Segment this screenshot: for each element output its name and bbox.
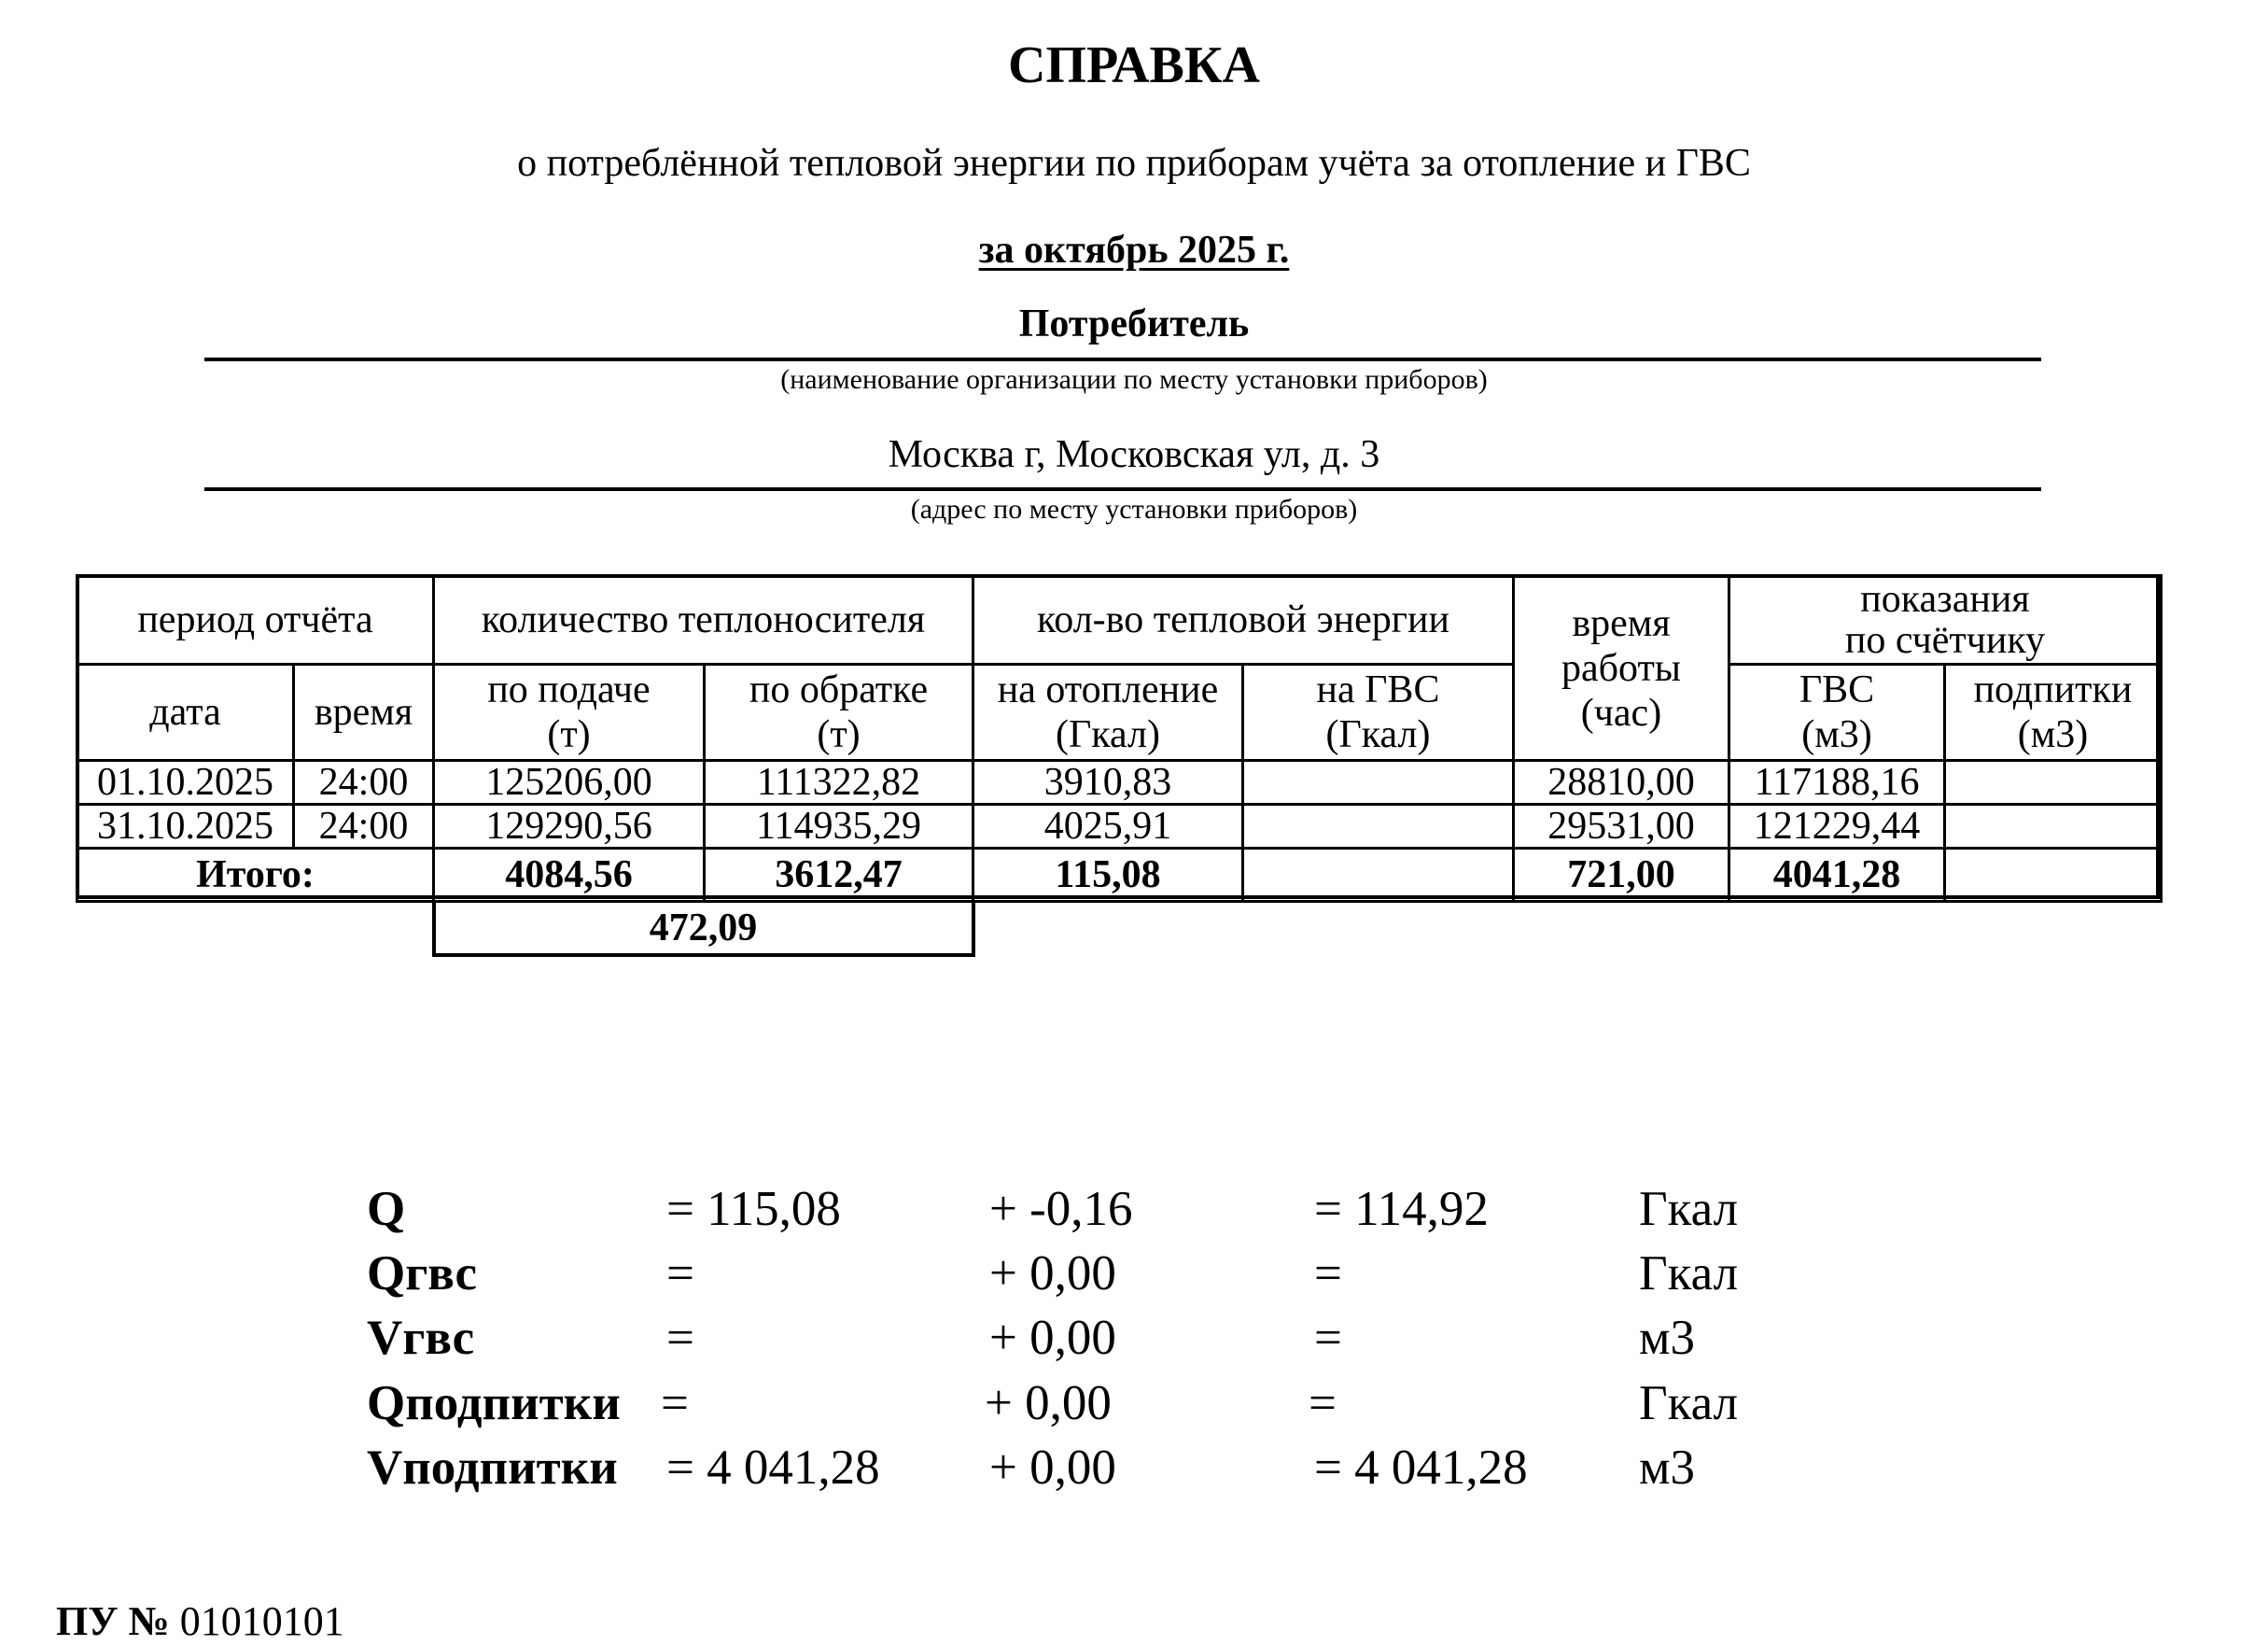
- header-return: [705, 665, 973, 761]
- header-heating-label: на отопление: [997, 668, 1219, 711]
- document-subtitle: о потреблённой тепловой энергии по приборам учёта за отопление и ГВС: [517, 142, 1751, 185]
- cell-time: 24:00: [294, 761, 434, 805]
- header-date: дата: [77, 665, 294, 761]
- difference-row: [77, 902, 2162, 956]
- total-gvs: 4041,28: [1729, 849, 1945, 902]
- header-heating-unit: (Гкал): [1056, 713, 1160, 756]
- header-time: время: [294, 665, 434, 761]
- header-row-groups: [77, 576, 2162, 665]
- total-label: Итого:: [77, 849, 434, 902]
- formula-unit: Гкал: [1639, 1182, 1739, 1236]
- cell-hot-water: [1243, 805, 1514, 849]
- formula-value: =: [666, 1311, 694, 1365]
- table-row: [77, 805, 2162, 849]
- header-makeup-unit: (м3): [2017, 713, 2089, 756]
- formula-label: Vгвс: [367, 1311, 475, 1365]
- header-readings-line: по счётчику: [1844, 619, 2046, 662]
- formula-correction: + 0,00: [985, 1376, 1112, 1430]
- cell-runtime: 28810,00: [1514, 761, 1729, 805]
- coolant-difference: 472,09: [434, 902, 973, 956]
- cell-return: 114935,29: [705, 805, 973, 849]
- header-readings: [1729, 576, 2162, 665]
- total-makeup: [1945, 849, 2162, 902]
- formula-row-q-makeup: [0, 1372, 2268, 1434]
- header-makeup-label: подпитки: [1973, 668, 2133, 711]
- cell-heating: 3910,83: [973, 761, 1243, 805]
- formula-label: Qгвс: [367, 1246, 478, 1301]
- formula-label: Q: [367, 1182, 406, 1236]
- cell-runtime: 29531,00: [1514, 805, 1729, 849]
- formula-correction: + 0,00: [989, 1441, 1116, 1495]
- formula-result: = 114,92: [1314, 1182, 1489, 1236]
- address-value: Москва г, Московская ул, д. 3: [888, 433, 1380, 476]
- header-runtime-line: время: [1572, 601, 1671, 645]
- header-energy: кол-во тепловой энергии: [973, 576, 1514, 665]
- formula-row-v-makeup: [0, 1437, 2268, 1498]
- address-line: [204, 487, 2041, 491]
- cell-time: 24:00: [294, 805, 434, 849]
- formula-unit: м3: [1639, 1311, 1696, 1365]
- meter-number: 01010101: [179, 1598, 344, 1644]
- formula-value: = 4 041,28: [666, 1441, 880, 1495]
- header-readings-line: показания: [1860, 578, 2030, 621]
- header-hot-water: [1243, 665, 1514, 761]
- formula-correction: + 0,00: [989, 1311, 1116, 1365]
- formula-label: Vподпитки: [367, 1441, 618, 1495]
- cell-date: 01.10.2025: [77, 761, 294, 805]
- total-runtime: 721,00: [1514, 849, 1729, 902]
- address-caption: (адрес по месту установки приборов): [910, 494, 1358, 525]
- table-row: [77, 761, 2162, 805]
- consumer-label: Потребитель: [1018, 302, 1250, 345]
- formula-row-q: [0, 1178, 2268, 1240]
- formula-unit: м3: [1639, 1441, 1696, 1495]
- total-row: [77, 849, 2162, 902]
- header-supply-label: по подаче: [487, 668, 651, 711]
- header-runtime-line: работы: [1561, 646, 1682, 690]
- header-gvs-unit: (м3): [1801, 713, 1872, 756]
- cell-supply: 125206,00: [434, 761, 705, 805]
- formula-correction: + -0,16: [989, 1182, 1133, 1236]
- total-heating: 115,08: [973, 849, 1243, 902]
- header-makeup-m3: [1945, 665, 2162, 761]
- formula-unit: Гкал: [1639, 1246, 1739, 1301]
- header-return-unit: (т): [817, 713, 861, 756]
- consumption-table: [76, 574, 2163, 957]
- header-hot-water-label: на ГВС: [1316, 668, 1440, 711]
- cell-hot-water: [1243, 761, 1514, 805]
- meter-number-line: [56, 1598, 344, 1645]
- total-return: 3612,47: [705, 849, 973, 902]
- cell-return: 111322,82: [705, 761, 973, 805]
- total-hot-water: [1243, 849, 1514, 902]
- header-supply-unit: (т): [547, 713, 591, 756]
- cell-gvs: 117188,16: [1729, 761, 1945, 805]
- formula-value: =: [666, 1246, 694, 1301]
- total-supply: 4084,56: [434, 849, 705, 902]
- cell-date: 31.10.2025: [77, 805, 294, 849]
- formula-unit: Гкал: [1639, 1376, 1739, 1430]
- header-hot-water-unit: (Гкал): [1325, 713, 1431, 756]
- document-title: СПРАВКА: [1008, 36, 1260, 94]
- header-return-label: по обратке: [749, 668, 929, 711]
- formula-value: =: [661, 1376, 689, 1430]
- blank-cell: [77, 902, 434, 956]
- meter-label: ПУ №: [56, 1598, 170, 1644]
- header-gvs-m3: [1729, 665, 1945, 761]
- report-period: [0, 227, 2268, 274]
- formula-result: =: [1314, 1311, 1342, 1365]
- header-runtime-line: (час): [1580, 691, 1662, 735]
- consumer-caption: (наименование организации по месту установки приборов): [780, 364, 1488, 395]
- report-period-text: за октябрь 2025 г.: [978, 229, 1290, 272]
- formula-row-v-gvs: [0, 1307, 2268, 1369]
- header-heating: [973, 665, 1243, 761]
- formula-result: =: [1314, 1246, 1342, 1301]
- formula-result: = 4 041,28: [1314, 1441, 1528, 1495]
- cell-heating: 4025,91: [973, 805, 1243, 849]
- formula-result: =: [1309, 1376, 1337, 1430]
- cell-makeup: [1945, 805, 2162, 849]
- consumer-name-line: [204, 358, 2041, 361]
- header-coolant: количество теплоносителя: [434, 576, 973, 665]
- header-period: период отчёта: [77, 576, 434, 665]
- formula-row-q-gvs: [0, 1243, 2268, 1304]
- cell-makeup: [1945, 761, 2162, 805]
- formula-value: = 115,08: [666, 1182, 841, 1236]
- header-runtime: [1514, 576, 1729, 761]
- header-supply: [434, 665, 705, 761]
- cell-gvs: 121229,44: [1729, 805, 1945, 849]
- header-gvs-label: ГВС: [1799, 668, 1875, 711]
- header-row-columns: [77, 665, 2162, 761]
- blank-cell: [973, 902, 2162, 956]
- formula-label: Qподпитки: [367, 1376, 621, 1430]
- cell-supply: 129290,56: [434, 805, 705, 849]
- formula-correction: + 0,00: [989, 1246, 1116, 1301]
